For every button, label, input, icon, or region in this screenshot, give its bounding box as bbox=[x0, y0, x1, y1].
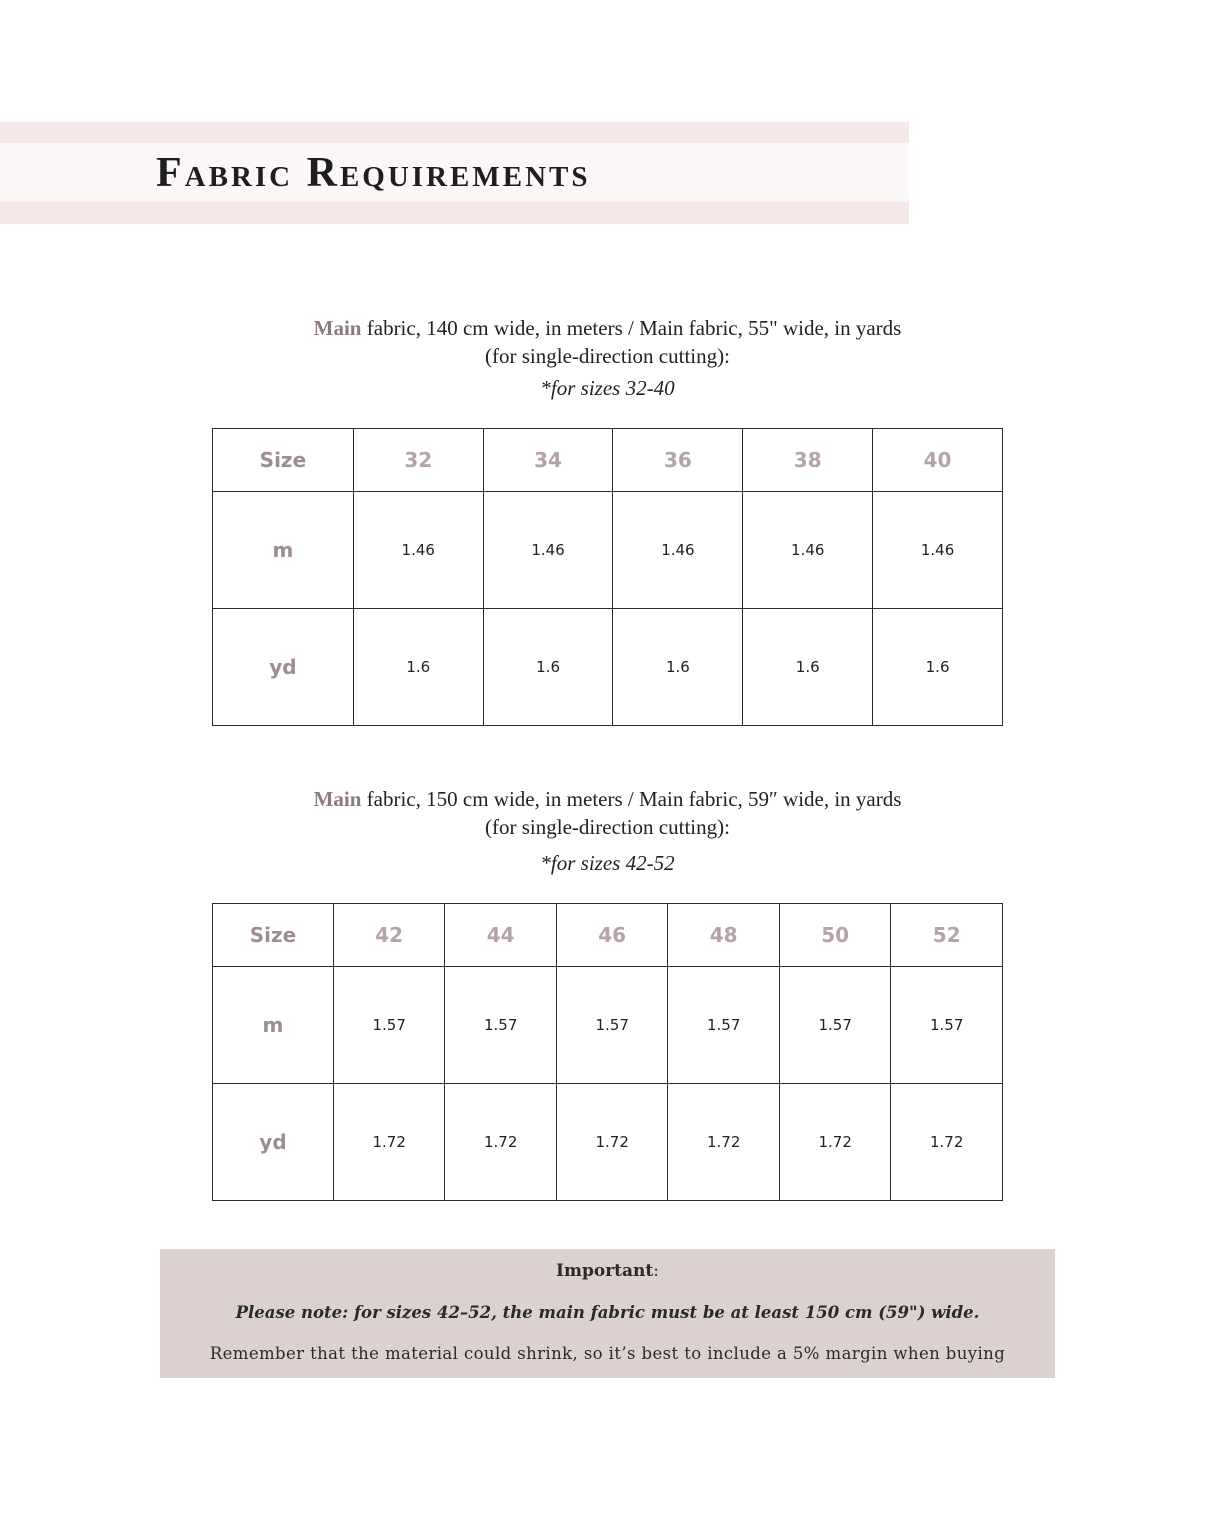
page-title: Fabric Requirements bbox=[156, 150, 591, 196]
table-cell: 1.72 bbox=[779, 1084, 891, 1201]
table-header-row bbox=[213, 429, 1003, 492]
size-header: 52 bbox=[891, 904, 1003, 967]
size-header: 34 bbox=[483, 429, 613, 492]
table-row-yards bbox=[213, 609, 1003, 726]
size-header-label: Size bbox=[213, 429, 354, 492]
size-header: 48 bbox=[668, 904, 780, 967]
table-cell: 1.6 bbox=[873, 609, 1003, 726]
size-header: 42 bbox=[333, 904, 445, 967]
table-row-meters bbox=[213, 967, 1003, 1084]
section2-sizes-note: *for sizes 42-52 bbox=[540, 851, 675, 875]
notice-warning: Please note: for sizes 42–52, the main fabric must be at least 150 cm (59") wide. bbox=[235, 1303, 980, 1322]
size-header-label: Size bbox=[213, 904, 334, 967]
table-cell: 1.46 bbox=[613, 492, 743, 609]
table-cell: 1.6 bbox=[613, 609, 743, 726]
table-cell: 1.46 bbox=[873, 492, 1003, 609]
table-row-meters bbox=[213, 492, 1003, 609]
notice-title-label: Important bbox=[556, 1261, 654, 1281]
section2-caption-text: fabric, 150 cm wide, in meters / Main fabric, 59″ wide, in yards bbox=[361, 787, 902, 811]
size-header: 50 bbox=[779, 904, 891, 967]
section1-caption bbox=[0, 314, 1215, 370]
table-cell: 1.57 bbox=[556, 967, 668, 1084]
table-cell: 1.6 bbox=[743, 609, 873, 726]
section1-caption-text: fabric, 140 cm wide, in meters / Main fabric, 55" wide, in yards bbox=[361, 316, 902, 340]
table-cell: 1.46 bbox=[743, 492, 873, 609]
size-header: 40 bbox=[873, 429, 1003, 492]
section1-table bbox=[212, 428, 1003, 726]
section1-caption-line2: (for single-direction cutting): bbox=[485, 344, 730, 368]
section2-table bbox=[212, 903, 1003, 1201]
table-cell: 1.6 bbox=[353, 609, 483, 726]
important-notice bbox=[160, 1249, 1055, 1378]
table-cell: 1.72 bbox=[668, 1084, 780, 1201]
notice-title bbox=[160, 1261, 1055, 1281]
size-header: 32 bbox=[353, 429, 483, 492]
table-row-yards bbox=[213, 1084, 1003, 1201]
section2-caption bbox=[0, 785, 1215, 841]
row-label: m bbox=[213, 967, 334, 1084]
table-cell: 1.72 bbox=[445, 1084, 557, 1201]
table-cell: 1.72 bbox=[556, 1084, 668, 1201]
table-cell: 1.57 bbox=[668, 967, 780, 1084]
notice-tip: Remember that the material could shrink, so it’s best to include a 5% margin when buying bbox=[209, 1344, 1006, 1363]
table-cell: 1.46 bbox=[483, 492, 613, 609]
row-label: yd bbox=[213, 1084, 334, 1201]
table-cell: 1.6 bbox=[483, 609, 613, 726]
section2-caption-line2: (for single-direction cutting): bbox=[485, 815, 730, 839]
table-cell: 1.72 bbox=[333, 1084, 445, 1201]
table-cell: 1.57 bbox=[779, 967, 891, 1084]
size-header: 38 bbox=[743, 429, 873, 492]
table-cell: 1.46 bbox=[353, 492, 483, 609]
size-header: 46 bbox=[556, 904, 668, 967]
table-cell: 1.57 bbox=[333, 967, 445, 1084]
size-header: 36 bbox=[613, 429, 743, 492]
notice-title-colon: : bbox=[653, 1261, 659, 1281]
size-header: 44 bbox=[445, 904, 557, 967]
table-cell: 1.57 bbox=[445, 967, 557, 1084]
table-header-row bbox=[213, 904, 1003, 967]
row-label: m bbox=[213, 492, 354, 609]
table-cell: 1.57 bbox=[891, 967, 1003, 1084]
row-label: yd bbox=[213, 609, 354, 726]
section1-caption-accent: Main bbox=[313, 316, 362, 340]
section2-caption-accent: Main bbox=[313, 787, 362, 811]
section1-sizes-note: *for sizes 32-40 bbox=[540, 376, 675, 400]
table-cell: 1.72 bbox=[891, 1084, 1003, 1201]
